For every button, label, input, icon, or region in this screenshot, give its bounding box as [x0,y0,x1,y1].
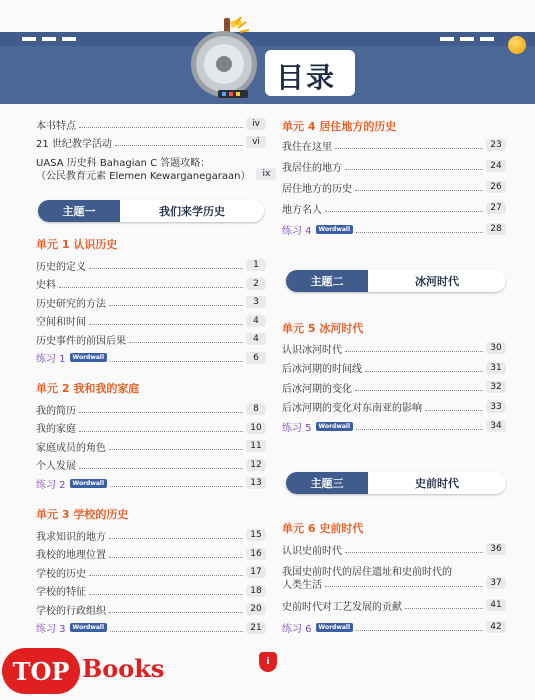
page-number-box: 13 [246,477,266,489]
page-number-box: 11 [246,440,266,452]
page-number-box: 3 [246,296,266,308]
toc-entry [282,360,506,376]
exercise-entry [36,620,266,636]
page-number-box: 17 [246,566,266,578]
toc-entry [36,166,271,182]
exercise-entry [282,619,506,635]
theme-tag: 主题一 [38,200,120,222]
toc-entry [282,137,506,153]
leader-dots [355,183,483,191]
entry-label: 练习 5 [282,422,312,434]
theme-name: 冰河时代 [368,270,506,292]
page-number-box: 8 [246,403,266,415]
page-number-box: vi [246,136,266,148]
page-number-box: 30 [486,342,506,354]
toc-entry [282,158,506,174]
toc-entry [36,257,266,273]
toc-entry [36,564,266,580]
page-number-box: 33 [486,401,506,413]
page-number-box: 28 [486,223,506,235]
leader-dots [79,424,243,432]
toc-entry [282,399,506,415]
toc-entry [36,546,266,562]
leader-dots [335,141,483,149]
page-number-box: 1 [246,259,266,271]
logo-top: TOP [2,648,80,694]
entry-label: 我求知识的地方 [36,531,106,543]
toc-entry [36,583,266,599]
toc-entry [36,420,266,436]
entry-label: 学校的行政组织 [36,605,106,617]
page-number-box: 34 [486,420,506,432]
theme-name: 史前时代 [368,472,506,494]
entry-label: 我住在这里 [282,141,332,153]
page-number-box: 2 [246,278,266,290]
entry-label: （公民教育元素 Elemen Kewarganegaraan） [36,170,251,182]
leader-dots [110,479,243,487]
leader-dots [356,422,483,430]
wordwall-badge: Wordwall [70,479,108,488]
toc-entry [282,575,506,591]
toc-entry [36,294,266,310]
toc-entry [36,331,266,347]
unit-heading: 单元 3 学校的历史 [36,508,129,521]
toc-entry [282,597,506,613]
page-number-box: 15 [246,529,266,541]
page-number-box: 21 [246,622,266,634]
entry-label: 学校的特征 [36,587,86,598]
logo-books: Books [82,654,165,683]
wordwall-badge: Wordwall [316,422,354,431]
leader-dots [109,298,243,306]
page-number-box: 4 [246,333,266,345]
leader-dots [79,461,243,469]
unit-heading: 单元 5 冰河时代 [282,322,364,335]
exercise-entry [36,475,266,491]
decor-dot-icon [508,36,526,54]
page-number-box: 20 [246,603,266,615]
leader-dots [79,120,243,128]
page-title: 目录 [276,61,337,94]
leader-dots [356,225,483,233]
wordwall-badge: Wordwall [70,353,108,362]
leader-dots [345,545,483,553]
toc-entry [36,116,266,132]
page-number-box: 37 [486,577,506,589]
entry-label: 空间和时间 [36,317,86,328]
unit-heading: 单元 4 居住地方的历史 [282,120,397,133]
entry-label: 家庭成员的角色 [36,442,106,454]
toc-entry [36,313,266,329]
exercise-entry [282,418,506,434]
school-bell-icon [188,16,262,102]
leader-dots [110,354,243,362]
unit-heading: 单元 2 我和我的家庭 [36,382,140,395]
leader-dots [325,579,483,587]
leader-dots [89,261,243,269]
leader-dots [79,405,243,413]
unit-heading: 单元 6 史前时代 [282,522,364,535]
leader-dots [89,317,243,325]
leader-dots [109,550,243,558]
leader-dots [89,568,243,576]
wordwall-badge: Wordwall [316,623,354,632]
leader-dots [109,531,243,539]
toc-entry [36,438,266,454]
theme-tag: 主题二 [286,270,368,292]
leader-dots [89,587,243,595]
leader-dots [110,624,243,632]
topbooks-logo [0,640,180,700]
page-number-box: 16 [246,548,266,560]
entry-label: 本书特点 [36,120,76,132]
entry-label: 史前时代对工艺发展的贡献 [282,601,402,613]
wordwall-badge: Wordwall [316,225,354,234]
leader-dots [345,162,483,170]
theme-banner [286,270,506,292]
entry-label: 21 世纪教学活动 [36,138,112,150]
leader-dots [425,403,483,411]
entry-label: 史料 [36,280,56,291]
entry-label: 练习 3 [36,624,66,635]
entry-label-line1: UASA 历史科 Bahagian C 答题攻略： [36,158,211,169]
page-number-box: iv [246,118,266,130]
page-number-box: ix [256,168,276,180]
theme-tag: 主题三 [286,472,368,494]
entry-label: 人类生活 [282,579,322,591]
entry-label: 历史事件的前因后果 [36,335,126,347]
page-number-box: 32 [486,381,506,393]
page-number-box: 31 [486,362,506,374]
page-number-box: 26 [486,181,506,193]
entry-label: 后冰河期的变化对东南亚的影响 [282,403,422,414]
theme-banner [38,200,264,222]
entry-label: 后冰河期的时间线 [282,364,362,375]
entry-label: 练习 6 [282,623,312,635]
page-number-box: 27 [486,202,506,214]
page-number-box: 12 [246,459,266,471]
entry-label: 地方名人 [282,204,322,216]
page-number-box: 23 [486,139,506,151]
wordwall-badge: Wordwall [70,623,108,632]
entry-label: 历史研究的方法 [36,298,106,310]
unit-heading: 单元 1 认识历史 [36,238,118,251]
toc-entry [282,200,506,216]
leader-dots [109,605,243,613]
entry-label: 我居住的地方 [282,162,342,174]
leader-dots [345,344,483,352]
entry-label: 练习 2 [36,479,66,491]
page-number-box: 24 [486,160,506,172]
entry-label: 我校的地理位置 [36,550,106,561]
page-number-box: 36 [486,543,506,555]
leader-dots [365,364,483,372]
leader-dots [325,204,483,212]
leader-dots [129,335,243,343]
entry-label: 个人发展 [36,461,76,472]
page-number-box: 4 [246,315,266,327]
entry-label: 后冰河期的变化 [282,383,352,395]
toc-entry [282,179,506,195]
theme-banner [286,472,506,494]
header-bar [0,32,535,46]
leader-dots [405,601,483,609]
toc-entry [36,276,266,292]
entry-label-line1: 我国史前时代的居住遗址和史前时代的 [282,567,452,578]
page-number-box: 10 [246,422,266,434]
entry-label: 认识冰河时代 [282,344,342,356]
exercise-entry [36,350,266,366]
leader-dots [356,623,483,631]
entry-label: 学校的历史 [36,568,86,580]
theme-name: 我们来学历史 [120,200,264,222]
toc-entry [282,541,506,557]
page-number-box: 41 [486,599,506,611]
toc-entry [36,527,266,543]
page-number: i [259,652,277,672]
leader-dots [115,138,243,146]
leader-dots [59,280,243,288]
leader-dots [109,442,243,450]
exercise-entry [282,221,506,237]
toc-entry [36,601,266,617]
toc-entry [282,340,506,356]
toc-entry [36,401,266,417]
entry-label: 我的简历 [36,405,76,417]
entry-label: 练习 1 [36,354,66,365]
page-number-box: 18 [246,585,266,597]
entry-label: 练习 4 [282,225,312,237]
entry-label: 我的家庭 [36,424,76,435]
page-number-box: 6 [246,352,266,364]
entry-label: 历史的定义 [36,261,86,273]
page-number-box: 42 [486,621,506,633]
leader-dots [355,383,483,391]
toc-entry [282,379,506,395]
toc-entry [36,134,266,150]
toc-entry [36,457,266,473]
entry-label: 认识史前时代 [282,545,342,557]
entry-label: 居住地方的历史 [282,183,352,195]
